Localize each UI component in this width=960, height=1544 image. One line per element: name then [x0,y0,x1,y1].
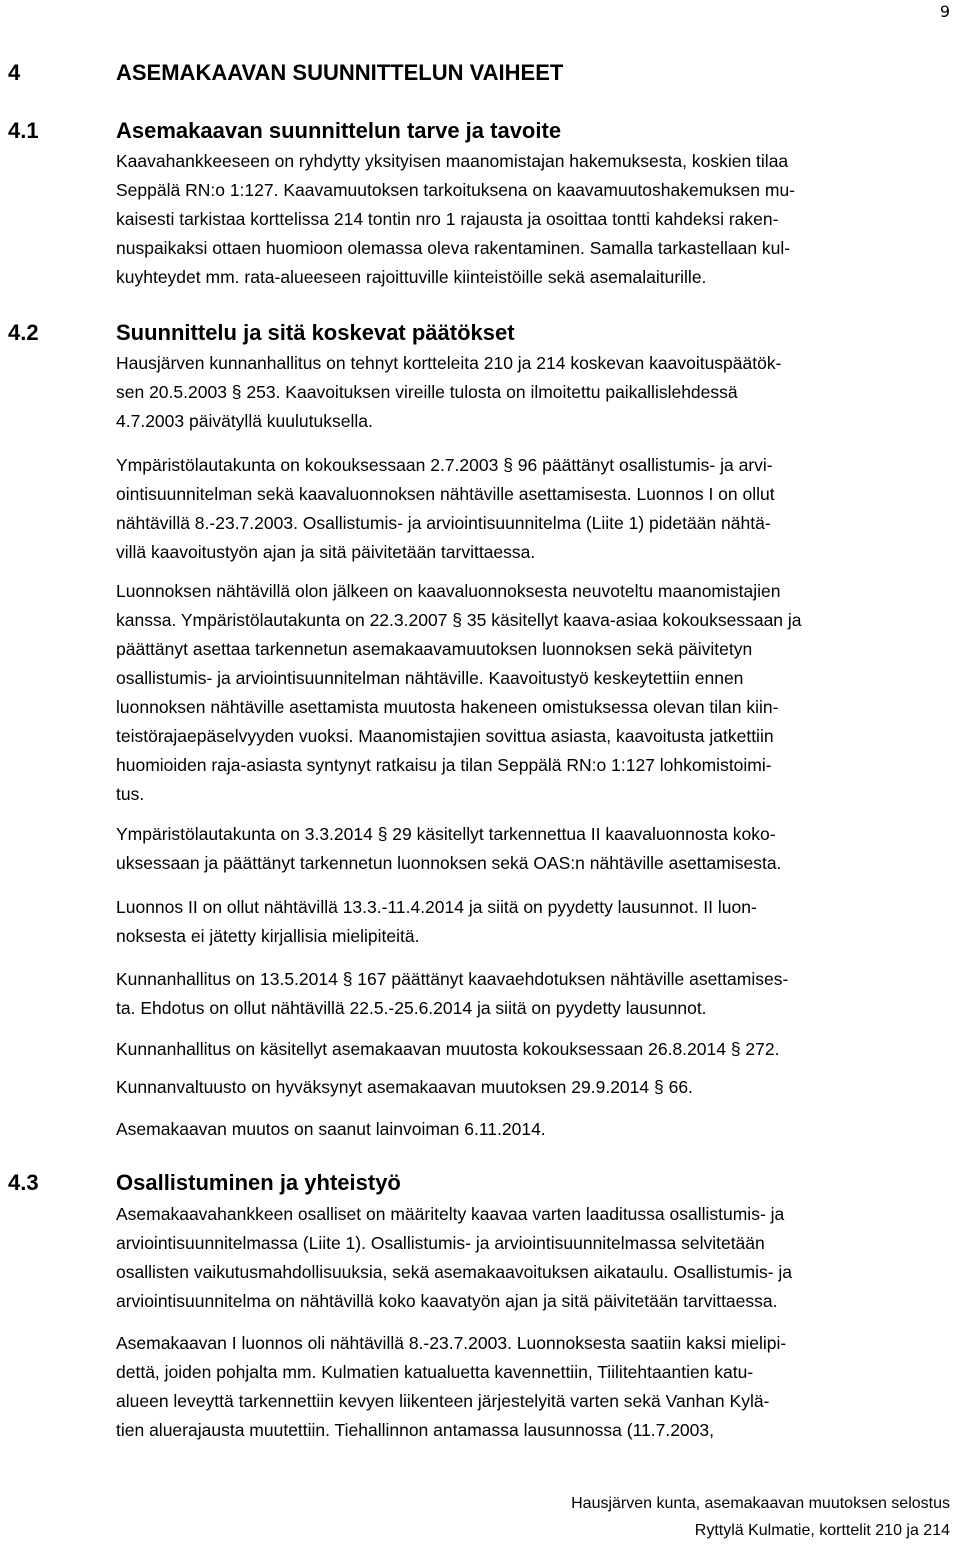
footer-line: Hausjärven kunta, asemakaavan muutoksen selostus [571,1495,950,1512]
paragraph-line: kaisesti tarkistaa korttelissa 214 tontin nro 1 rajausta ja osoittaa tontti kahdeksi raken- [116,209,779,229]
section-title: Osallistuminen ja yhteistyö [116,1170,401,1195]
section-title: Suunnittelu ja sitä koskevat päätökset [116,320,515,345]
paragraph-line: ointisuunnitelman sekä kaavaluonnoksen nähtäville asettamisesta. Luonnos I on ollut [116,484,775,504]
paragraph [116,1329,956,1445]
paragraph-line: tus. [116,784,145,804]
paragraph-line: Hausjärven kunnanhallitus on tehnyt kortteleita 210 ja 214 koskevan kaavoituspäätök- [116,353,782,373]
paragraph-line: uksessaan ja päättänyt tarkennetun luonnoksen sekä OAS:n nähtäville asettamisesta. [116,853,782,873]
paragraph-line: Seppälä RN:o 1:127. Kaavamuutoksen tarkoituksena on kaavamuutoshakemuksen mu- [116,180,796,200]
paragraph-line: Asemakaavan muutos on saanut lainvoiman 6.11.2014. [116,1119,546,1139]
paragraph-line: luonnoksen nähtäville asettamista muutosta hakeneen omistuksessa olevan tilan kiin- [116,697,779,717]
paragraph [116,451,956,567]
paragraph-line: päättänyt asettaa tarkennetun asemakaavamuutoksen luonnoksen sekä päivitetyn [116,639,753,659]
paragraph [116,1073,956,1102]
paragraph [116,349,956,436]
paragraph [116,1035,956,1064]
paragraph-line: Kunnanhallitus on käsitellyt asemakaavan muutosta kokouksessaan 26.8.2014 § 272. [116,1039,780,1059]
paragraph-line: villä kaavoitustyön ajan ja sitä päivitetään tarvittaessa. [116,542,536,562]
section-number: 4.3 [8,1170,39,1195]
paragraph [116,820,956,878]
paragraph-line: Kunnanhallitus on 13.5.2014 § 167 päättänyt kaavaehdotuksen nähtäville asettamises- [116,969,789,989]
paragraph-line: teistörajaepäselvyyden vuoksi. Maanomistajien sovittua asiasta, kaavoitusta jatkettiin [116,726,774,746]
paragraph [116,577,956,809]
paragraph-line: Luonnos II on ollut nähtävillä 13.3.-11.4.2014 ja siitä on pyydetty lausunnot. II luon- [116,897,757,917]
page-number: 9 [939,2,950,21]
section-title: Asemakaavan suunnittelun tarve ja tavoite [116,118,562,143]
footer-line: Ryttylä Kulmatie, korttelit 210 ja 214 [694,1522,950,1539]
paragraph-line: Kunnanvaltuusto on hyväksynyt asemakaavan muutoksen 29.9.2014 § 66. [116,1077,693,1097]
section-title: ASEMAKAAVAN SUUNNITTELUN VAIHEET [116,60,564,85]
paragraph-line: Ympäristölautakunta on kokouksessaan 2.7.2003 § 96 päättänyt osallistumis- ja arvi- [116,455,773,475]
page-footer [571,1490,950,1544]
paragraph-line: Kaavahankkeeseen on ryhdytty yksityisen maanomistajan hakemuksesta, koskien tilaa [116,151,789,171]
paragraph-line: dettä, joiden pohjalta mm. Kulmatien katualuetta kavennettiin, Tiilitehtaantien katu- [116,1362,754,1382]
paragraph-line: arviointisuunnitelma on nähtävillä koko kaavatyön ajan ja sitä päivitetään tarvittaessa. [116,1291,778,1311]
paragraph-line: kuyhteydet mm. rata-alueeseen rajoittuville kiinteistöille sekä asemalaiturille. [116,267,707,287]
paragraph [116,1200,956,1316]
paragraph-line: kanssa. Ympäristölautakunta on 22.3.2007 § 35 käsitellyt kaava-asiaa kokouksessaan ja [116,610,802,630]
paragraph-line: noksesta ei jätetty kirjallisia mielipiteitä. [116,926,420,946]
paragraph-line: huomioiden raja-asiasta syntynyt ratkaisu ja tilan Seppälä RN:o 1:127 lohkomistoimi- [116,755,772,775]
paragraph-line: arviointisuunnitelmassa (Liite 1). Osallistumis- ja arviointisuunnitelmassa selvitetään [116,1233,765,1253]
paragraph-line: 4.7.2003 päivätyllä kuulutuksella. [116,411,373,431]
paragraph-line: Luonnoksen nähtävillä olon jälkeen on kaavaluonnoksesta neuvoteltu maanomistajien [116,581,781,601]
paragraph-line: osallistumis- ja arviointisuunnitelman nähtäville. Kaavoitustyö keskeytettiin ennen [116,668,744,688]
section-number: 4.1 [8,118,39,143]
section-number: 4.2 [8,320,39,345]
paragraph [116,965,956,1023]
paragraph [116,147,956,292]
paragraph-line: tien aluerajausta muutettiin. Tiehallinnon antamassa lausunnossa (11.7.2003, [116,1420,714,1440]
paragraph-line: sen 20.5.2003 § 253. Kaavoituksen vireille tulosta on ilmoitettu paikallislehdessä [116,382,738,402]
paragraph [116,893,956,951]
paragraph-line: nuspaikaksi ottaen huomioon olemassa oleva rakentaminen. Samalla tarkastellaan kul- [116,238,791,258]
paragraph-line: alueen leveyttä tarkennettiin kevyen liikenteen järjestelyitä varten sekä Vanhan Kylä- [116,1391,770,1411]
paragraph-line: Ympäristölautakunta on 3.3.2014 § 29 käsitellyt tarkennettua II kaavaluonnosta koko- [116,824,776,844]
paragraph-line: osallisten vaikutusmahdollisuuksia, sekä asemakaavoituksen aikataulu. Osallistumis- ja [116,1262,793,1282]
paragraph-line: ta. Ehdotus on ollut nähtävillä 22.5.-25.6.2014 ja siitä on pyydetty lausunnot. [116,998,707,1018]
paragraph-line: Asemakaavahankkeen osalliset on määritelty kaavaa varten laaditussa osallistumis- ja [116,1204,785,1224]
section-number: 4 [8,60,21,85]
paragraph [116,1115,956,1144]
paragraph-line: Asemakaavan I luonnos oli nähtävillä 8.-23.7.2003. Luonnoksesta saatiin kaksi mielipi- [116,1333,787,1353]
paragraph-line: nähtävillä 8.-23.7.2003. Osallistumis- ja arviointisuunnitelma (Liite 1) pidetään nähtä- [116,513,771,533]
